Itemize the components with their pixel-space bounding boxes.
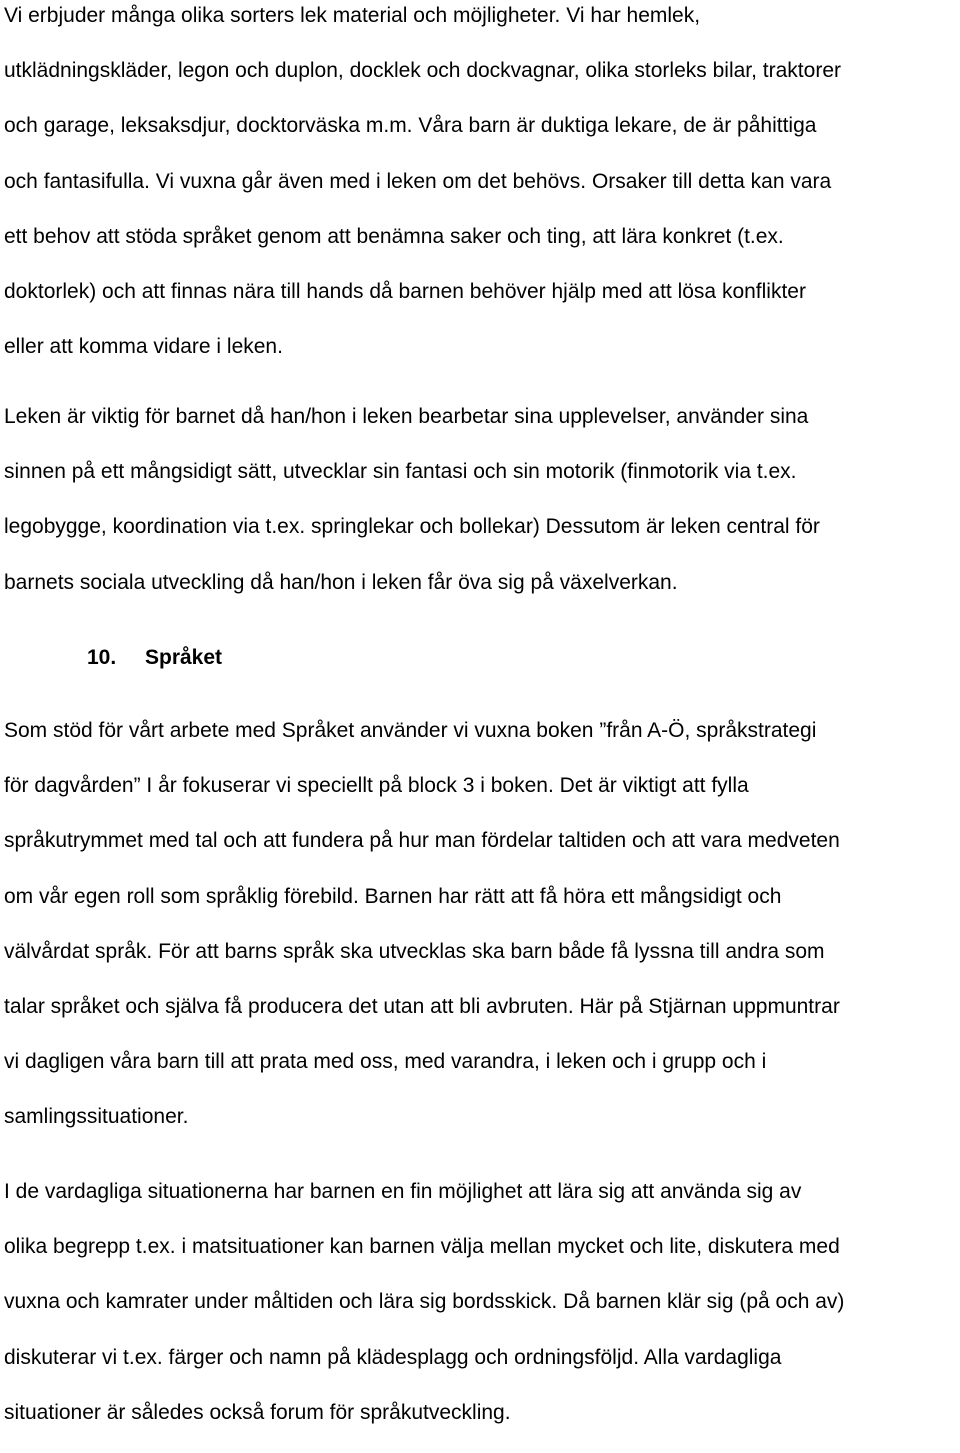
paragraph-leken-viktig (4, 402, 960, 623)
text-line: barnets sociala utveckling då han/hon i leken får öva sig på växelverkan. (4, 570, 678, 594)
text-line: utklädningskläder, legon och duplon, docklek och dockvagnar, olika storleks bilar, traktorer (4, 59, 841, 83)
text-line: vi dagligen våra barn till att prata med oss, med varandra, i leken och i grupp och i (4, 1050, 767, 1074)
section-heading (87, 643, 222, 673)
text-line: och fantasifulla. Vi vuxna går även med i leken om det behövs. Orsaker till detta kan vara (4, 169, 832, 193)
paragraph-lek-material (4, 1, 960, 387)
section-title: Språket (145, 646, 223, 669)
text-line: olika begrepp t.ex. i matsituationer kan barnen välja mellan mycket och lite, diskutera med (4, 1235, 840, 1259)
text-line: ett behov att stöda språket genom att benämna saker och ting, att lära konkret (t.ex. (4, 224, 784, 248)
section-number: 10. (87, 646, 117, 669)
text-line: Som stöd för vårt arbete med Språket använder vi vuxna boken ”från A-Ö, språkstrategi (4, 719, 817, 742)
text-line: för dagvården” I år fokuserar vi speciellt på block 3 i boken. Det är viktigt att fylla (4, 774, 749, 798)
text-line: I de vardagliga situationerna har barnen en fin möjlighet att lära sig att använda sig av (4, 1180, 802, 1203)
text-line: eller att komma vidare i leken. (4, 335, 283, 359)
paragraph-sprakstrategi (4, 716, 960, 1158)
text-line: Leken är viktig för barnet då han/hon i leken bearbetar sina upplevelser, använder sina (4, 405, 809, 428)
text-line: legobygge, koordination via t.ex. springlekar och bollekar) Dessutom är leken central för (4, 515, 820, 539)
text-line: situationer är således också forum för språkutveckling. (4, 1400, 511, 1424)
text-line: vuxna och kamrater under måltiden och lära sig bordsskick. Då barnen klär sig (på och av) (4, 1290, 845, 1314)
text-line: diskuterar vi t.ex. färger och namn på klädesplagg och ordningsföljd. Alla vardagliga (4, 1345, 782, 1369)
text-line: Vi erbjuder många olika sorters lek material och möjligheter. Vi har hemlek, (4, 4, 701, 27)
paragraph-vardagliga-situationer (4, 1177, 960, 1453)
text-line: sinnen på ett mångsidigt sätt, utvecklar sin fantasi och sin motorik (finmotorik via t.ex. (4, 460, 797, 484)
text-line: talar språket och själva få producera det utan att bli avbruten. Här på Stjärnan uppmuntrar (4, 994, 840, 1018)
text-line: om vår egen roll som språklig förebild. Barnen har rätt att få höra ett mångsidigt och (4, 884, 782, 908)
text-line: doktorlek) och att finnas nära till hands då barnen behöver hjälp med att lösa konflikter (4, 279, 806, 303)
text-line: välvårdat språk. För att barns språk ska utvecklas ska barn både få lyssna till andra som (4, 939, 825, 963)
text-line: språkutrymmet med tal och att fundera på hur man fördelar taltiden och att vara medveten (4, 829, 840, 853)
text-line: och garage, leksaksdjur, docktorväska m.m. Våra barn är duktiga lekare, de är påhittiga (4, 114, 817, 138)
text-line: samlingssituationer. (4, 1105, 189, 1129)
